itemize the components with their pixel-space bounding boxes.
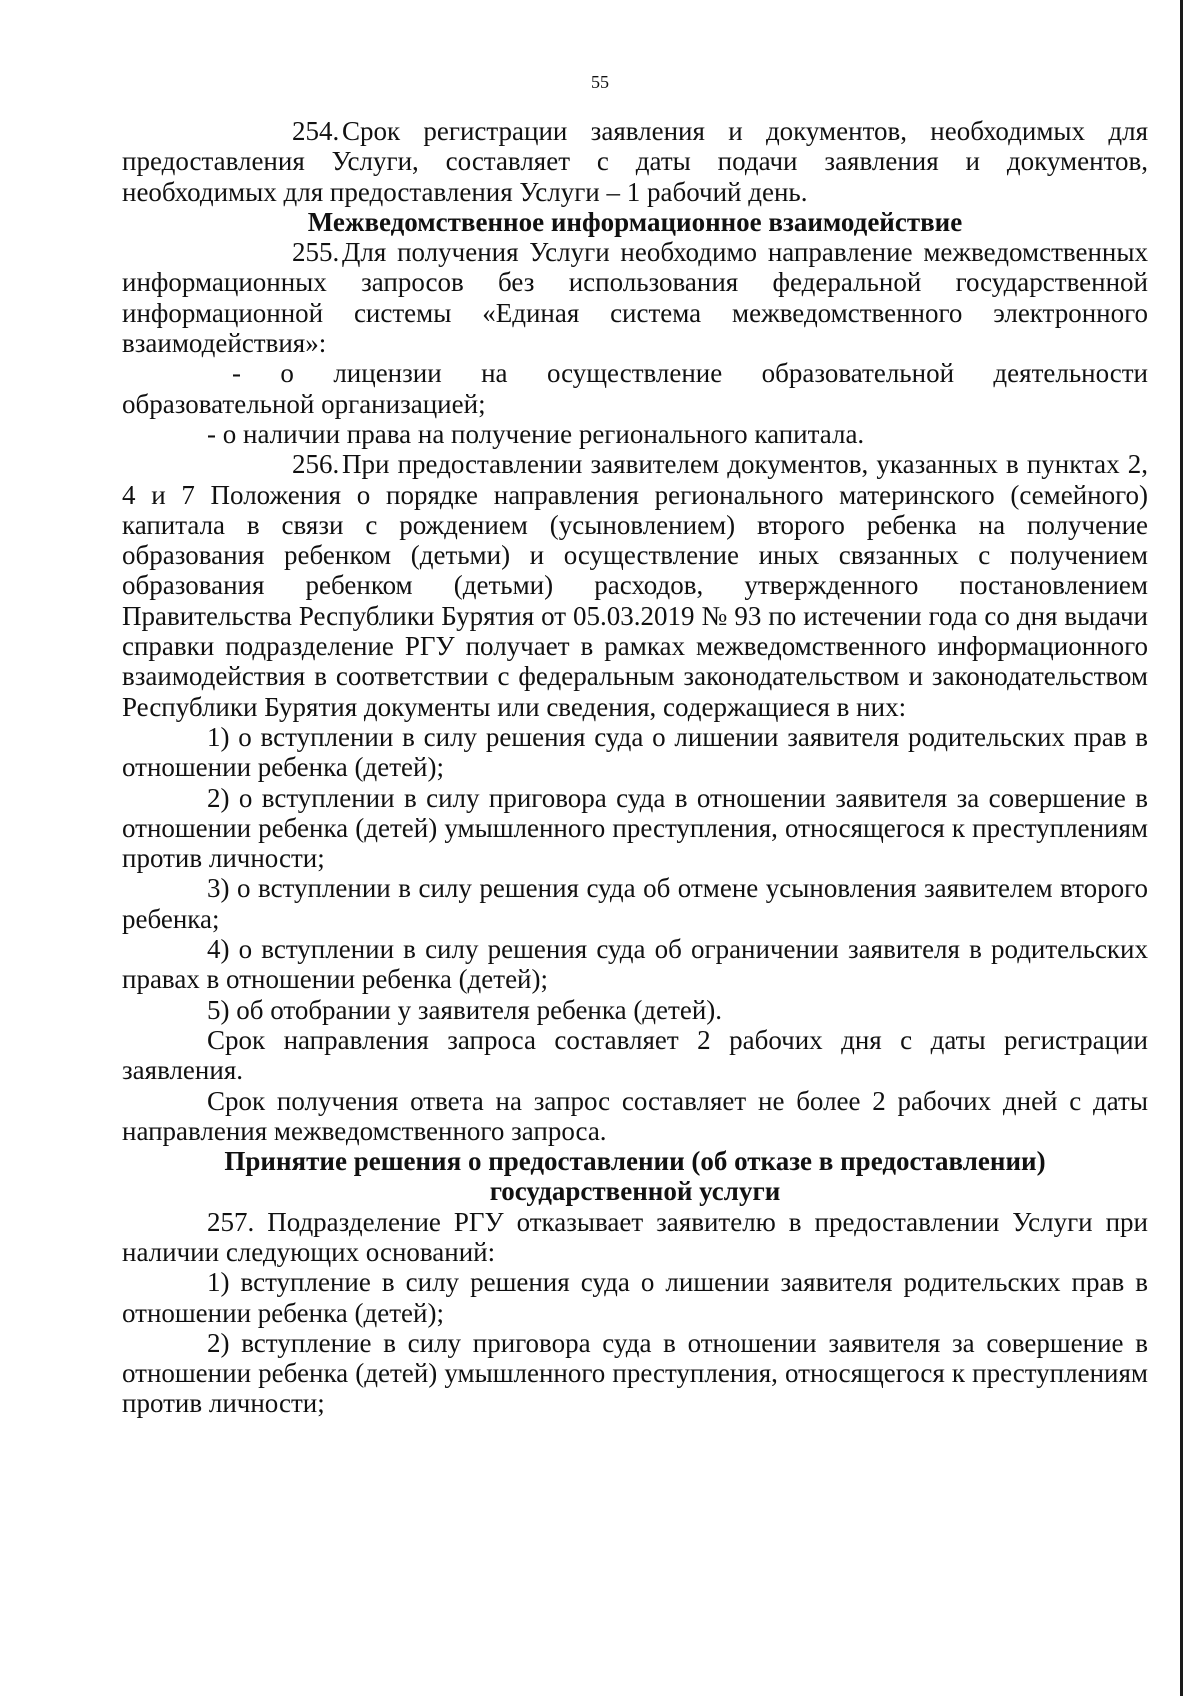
- list-item: - о наличии права на получение регионального капитала.: [207, 418, 865, 449]
- list-item: 1) вступление в силу решения суда о лишении заявителя родительских прав в отношении ребенка (детей);: [122, 1267, 1148, 1328]
- list-item: 2) вступление в силу приговора суда в отношении заявителя за совершение в отношении ребенка (детей) умышленного преступления, относящегося к преступлениям против личности;: [122, 1327, 1148, 1419]
- paragraph-number: 255.: [292, 237, 340, 268]
- scan-edge-line: [1180, 0, 1183, 1696]
- list-item: - о лицензии на осуществление образовательной деятельности образовательной организацией;: [122, 358, 1148, 419]
- paragraph-text: Для получения Услуги необходимо направление межведомственных информационных запросов без использования федеральной государственной информационной системы «Единая система межведомственного электронного взаимодействия»:: [122, 237, 1148, 359]
- paragraph-254: [122, 116, 1148, 207]
- paragraph-257: 257. Подразделение РГУ отказывает заявителю в предоставлении Услуги при наличии следующих оснований:: [122, 1206, 1148, 1267]
- paragraph-256: [122, 449, 1148, 722]
- section-heading-interagency: Межведомственное информационное взаимодействие: [307, 206, 963, 237]
- paragraph-number: 254.: [292, 116, 340, 146]
- page-number: 55: [591, 72, 609, 92]
- paragraph-request-term: Срок направления запроса составляет 2 рабочих дня с даты регистрации заявления.: [122, 1024, 1148, 1086]
- paragraph-response-term: Срок получения ответа на запрос составляет не более 2 рабочих дней с даты направления межведомственного запроса.: [122, 1085, 1148, 1146]
- list-item: 3) о вступлении в силу решения суда об отмене усыновления заявителем второго ребенка;: [122, 873, 1148, 934]
- list-item: 5) об отобрании у заявителя ребенка (детей).: [207, 994, 723, 1025]
- paragraph-text: При предоставлении заявителем документов, указанных в пунктах 2, 4 и 7 Положения о порядке направления регионального материнского (семейного) капитала в связи с рождением (усыновлением) второго ребенка на получение образования ребенком (детьми) и осуществление иных связанных с получением образования ребенком (детьми) расходов, утвержденного постановлением Правительства Республики Бурятия от 05.03.2019 № 93 по истечении года со дня выдачи справки подразделение РГУ получает в рамках межведомственного информационного взаимодействия в соответствии с федеральным законодательством и законодательством Республики Бурятия документы или сведения, содержащиеся в них:: [122, 449, 1148, 722]
- document-body: [122, 116, 1148, 1419]
- list-item: 1) о вступлении в силу решения суда о лишении заявителя родительских прав в отношении ребенка (детей);: [122, 721, 1148, 783]
- paragraph-text: Срок регистрации заявления и документов, необходимых для предоставления Услуги, составляет с даты подачи заявления и документов, необходимых для предоставления Услуги – 1 рабочий день.: [122, 116, 1148, 207]
- list-item: 4) о вступлении в силу решения суда об ограничении заявителя в родительских правах в отношении ребенка (детей);: [122, 934, 1148, 995]
- list-item: 2) о вступлении в силу приговора суда в отношении заявителя за совершение в отношении ребенка (детей) умышленного преступления, относящегося к преступлениям против личности;: [122, 782, 1148, 874]
- paragraph-255: [122, 237, 1148, 358]
- heading-line: Принятие решения о предоставлении (об отказе в предоставлении): [224, 1146, 1046, 1177]
- heading-line: государственной услуги: [489, 1176, 781, 1207]
- section-heading-decision: [122, 1146, 1148, 1207]
- paragraph-number: 256.: [292, 449, 340, 480]
